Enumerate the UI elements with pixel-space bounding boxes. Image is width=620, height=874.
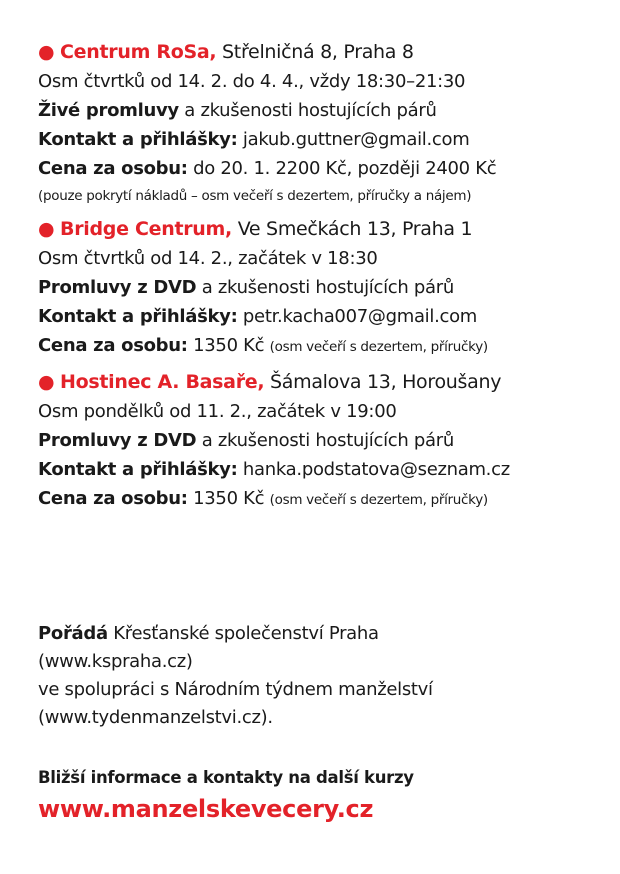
venue-contact xyxy=(38,302,608,331)
bullet-icon: ● xyxy=(38,218,55,240)
venue-name: Hostinec A. Basaře, xyxy=(60,371,265,393)
organizer-line xyxy=(38,620,608,648)
price-label: Cena za osobu: xyxy=(38,488,188,509)
price-label: Cena za osobu: xyxy=(38,335,188,356)
talks-type: Promluvy z DVD xyxy=(38,430,197,451)
venue-schedule: Osm čtvrtků od 14. 2. do 4. 4., vždy 18:30–21:30 xyxy=(38,71,466,92)
venue-contact xyxy=(38,125,608,154)
venue-talks xyxy=(38,96,608,125)
venue-address: Šámalova 13, Horoušany xyxy=(270,371,502,393)
price-value: 1350 Kč xyxy=(193,335,265,356)
organizer-name: Křesťanské společenství Praha xyxy=(113,623,379,644)
venue-schedule: Osm čtvrtků od 14. 2., začátek v 18:30 xyxy=(38,248,378,269)
contact-email-link[interactable]: petr.kacha007@gmail.com xyxy=(242,306,478,327)
more-info-title: Bližší informace a kontakty na další kurzy xyxy=(38,768,414,787)
venue-heading xyxy=(38,38,608,67)
price-note: (osm večeří s dezertem, příručky) xyxy=(269,492,488,508)
cooperation-url-link[interactable]: (www.tydenmanzelstvi.cz). xyxy=(38,707,273,728)
venue-rosa xyxy=(38,38,608,209)
price-value: 1350 Kč xyxy=(193,488,265,509)
venue-price xyxy=(38,331,608,362)
price-value: do 20. 1. 2200 Kč, později 2400 Kč xyxy=(193,158,497,179)
bullet-icon: ● xyxy=(38,41,55,63)
contact-label: Kontakt a přihlášky: xyxy=(38,306,238,327)
talks-description: a zkušenosti hostujících párů xyxy=(201,430,454,451)
organizer-label: Pořádá xyxy=(38,623,108,644)
talks-description: a zkušenosti hostujících párů xyxy=(201,277,454,298)
price-note: (osm večeří s dezertem, příručky) xyxy=(269,339,488,355)
venue-heading xyxy=(38,368,608,397)
bullet-icon: ● xyxy=(38,371,55,393)
talks-description: a zkušenosti hostujících párů xyxy=(184,100,437,121)
venue-talks xyxy=(38,273,608,302)
venue-price xyxy=(38,154,608,183)
talks-type: Živé promluvy xyxy=(38,100,179,121)
contact-label: Kontakt a přihlášky: xyxy=(38,459,238,480)
venue-list xyxy=(38,38,608,521)
organizer-url-link[interactable]: (www.kspraha.cz) xyxy=(38,651,193,672)
venue-talks xyxy=(38,426,608,455)
price-note: (pouze pokrytí nákladů – osm večeří s dezertem, příručky a nájem) xyxy=(38,188,472,204)
venue-price xyxy=(38,484,608,515)
venue-contact xyxy=(38,455,608,484)
more-info-block xyxy=(38,764,608,826)
venue-name: Bridge Centrum, xyxy=(60,218,232,240)
price-label: Cena za osobu: xyxy=(38,158,188,179)
talks-type: Promluvy z DVD xyxy=(38,277,197,298)
contact-label: Kontakt a přihlášky: xyxy=(38,129,238,150)
venue-basar xyxy=(38,368,608,515)
contact-email-link[interactable]: hanka.podstatova@seznam.cz xyxy=(242,459,510,480)
venue-heading xyxy=(38,215,608,244)
contact-email-link[interactable]: jakub.guttner@gmail.com xyxy=(242,129,470,150)
venue-name: Centrum RoSa, xyxy=(60,41,217,63)
organizer-block xyxy=(38,620,608,732)
venue-schedule: Osm pondělků od 11. 2., začátek v 19:00 xyxy=(38,401,397,422)
venue-bridge xyxy=(38,215,608,362)
venue-address: Ve Smečkách 13, Praha 1 xyxy=(237,218,473,240)
cooperation-text: ve spolupráci s Národním týdnem manželství xyxy=(38,679,433,700)
website-link[interactable]: www.manzelskevecery.cz xyxy=(38,795,374,823)
venue-address: Střelničná 8, Praha 8 xyxy=(222,41,414,63)
